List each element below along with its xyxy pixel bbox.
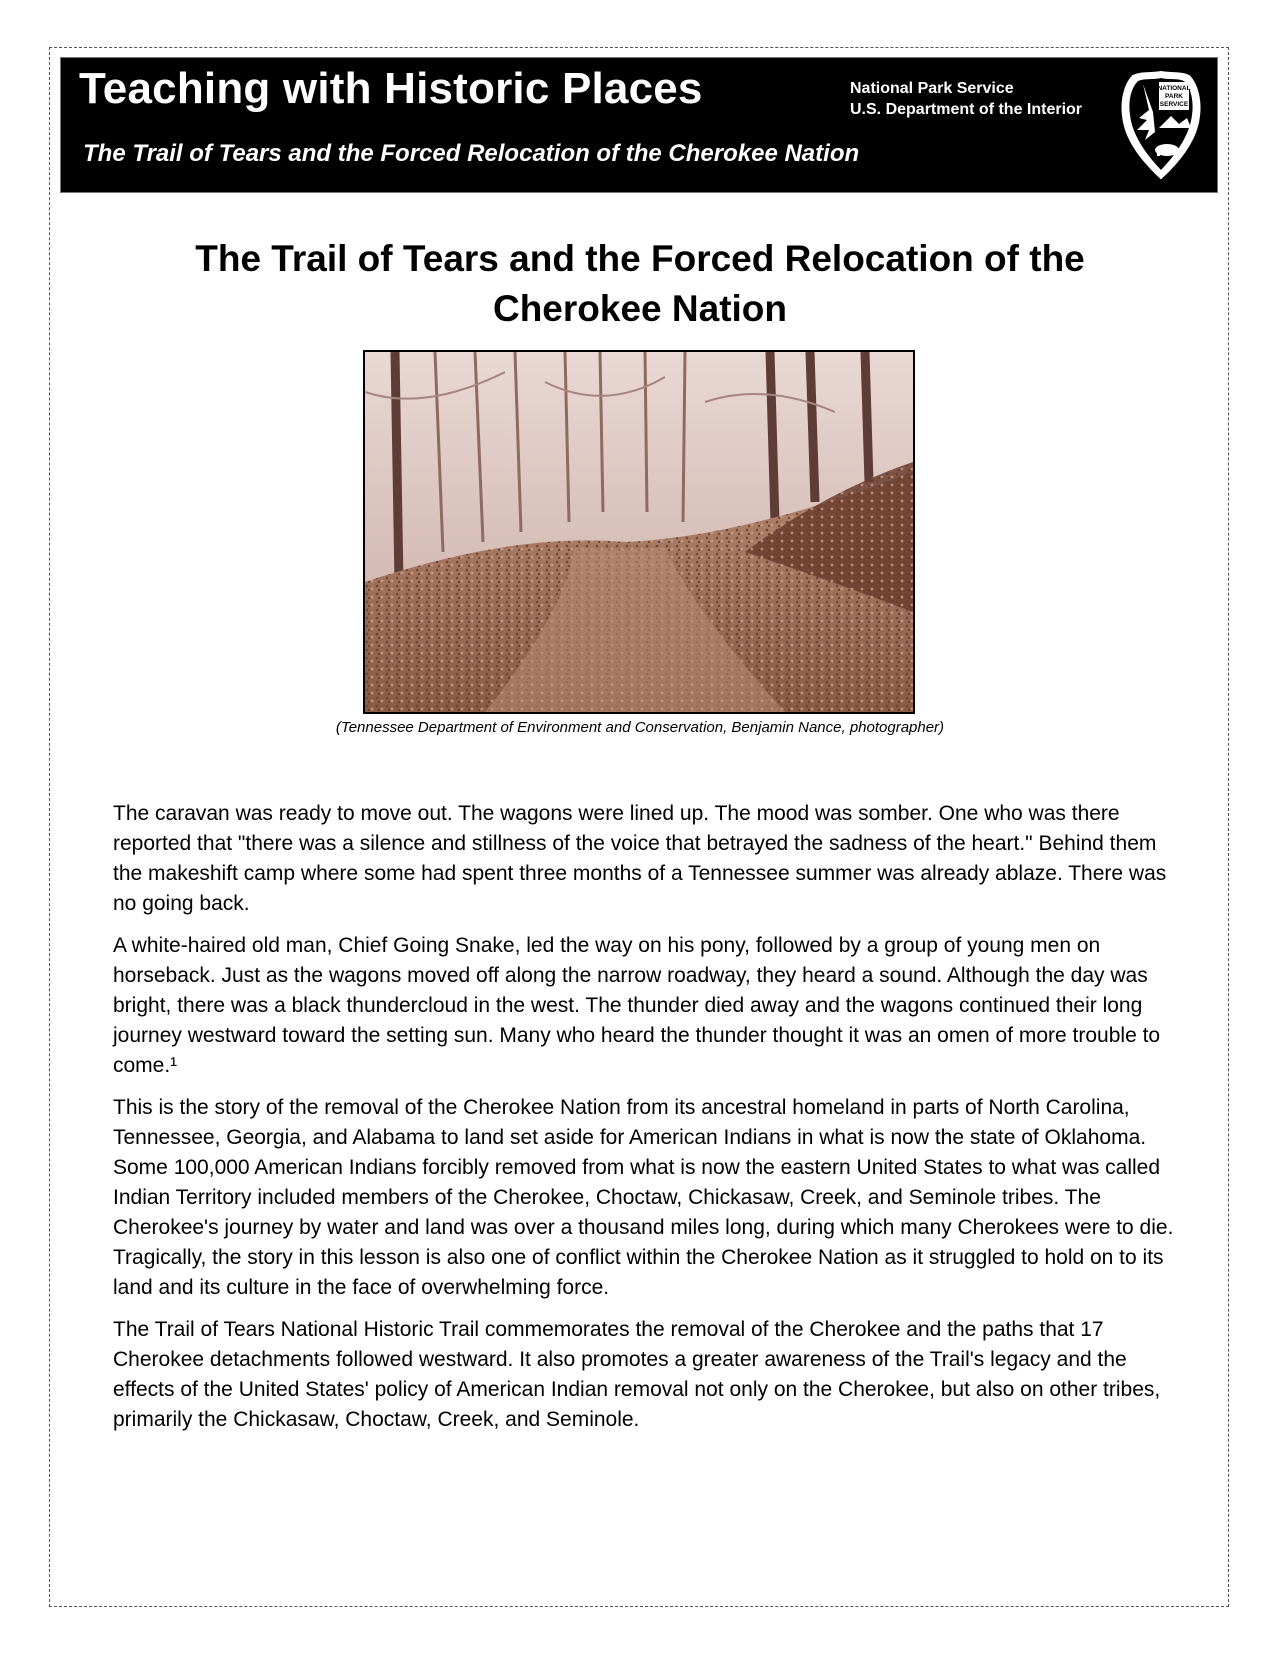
logo-word-park: PARK	[1165, 93, 1183, 100]
logo-word-service: SERVICE	[1159, 101, 1189, 108]
header-banner	[61, 58, 1217, 192]
page-title-line2: Cherokee Nation	[492, 288, 787, 329]
paragraph: A white-haired old man, Chief Going Snake, led the way on his pony, followed by a group of young men on horseback. Just as the wagons moved off along the narrow roadway, they heard a sound. Although the day was bright, there was a black thundercloud in the west. The thunder died away and the wagons continued their long journey westward toward the setting sun. Many who heard the thunder thought it was an omen of more trouble to come.¹	[113, 934, 1161, 1077]
trail-photo	[363, 350, 915, 714]
agency-name: National Park Service	[850, 80, 1014, 97]
photo-caption: (Tennessee Department of Environment and Conservation, Benjamin Nance, photographer)	[335, 719, 945, 736]
paragraph: The Trail of Tears National Historic Trail commemorates the removal of the Cherokee and the paths that 17 Cherokee detachments followed westward. It also promotes a greater awareness of the Trail's legacy and the effects of the United States' policy of American Indian removal not only on the Cherokee, but also on other tribes, primarily the Chickasaw, Choctaw, Creek, and Seminole.	[113, 1318, 1161, 1431]
body-text	[113, 799, 1181, 1447]
nps-arrowhead-logo	[1119, 70, 1203, 180]
department-name: U.S. Department of the Interior	[850, 101, 1083, 118]
paragraph: This is the story of the removal of the Cherokee Nation from its ancestral homeland in parts of North Carolina, Tennessee, Georgia, and Alabama to land set aside for American Indians in what is now the state of Oklahoma. Some 100,000 American Indians forcibly removed from what is now the eastern United States to what was called Indian Territory included members of the Cherokee, Choctaw, Chickasaw, Creek, and Seminole tribes. The Cherokee's journey by water and land was over a thousand miles long, during which many Cherokees were to die. Tragically, the story in this lesson is also one of conflict within the Cherokee Nation as it struggled to hold on to its land and its culture in the face of overwhelming force.	[113, 1096, 1174, 1299]
page-title-line1: The Trail of Tears and the Forced Relocation of the	[195, 238, 1085, 279]
agency-block	[850, 78, 1082, 120]
forest-trail-image	[365, 352, 913, 712]
series-title: Teaching with Historic Places	[79, 64, 703, 113]
lesson-subtitle: The Trail of Tears and the Forced Relocation of the Cherokee Nation	[83, 140, 860, 167]
page-title	[130, 234, 1150, 334]
logo-word-national: NATIONAL	[1157, 85, 1191, 92]
paragraph: The caravan was ready to move out. The wagons were lined up. The mood was somber. One who was there reported that "there was a silence and stillness of the voice that betrayed the sadness of the heart." Behind them the makeshift camp where some had spent three months of a Tennessee summer was already ablaze. There was no going back.	[113, 802, 1167, 915]
